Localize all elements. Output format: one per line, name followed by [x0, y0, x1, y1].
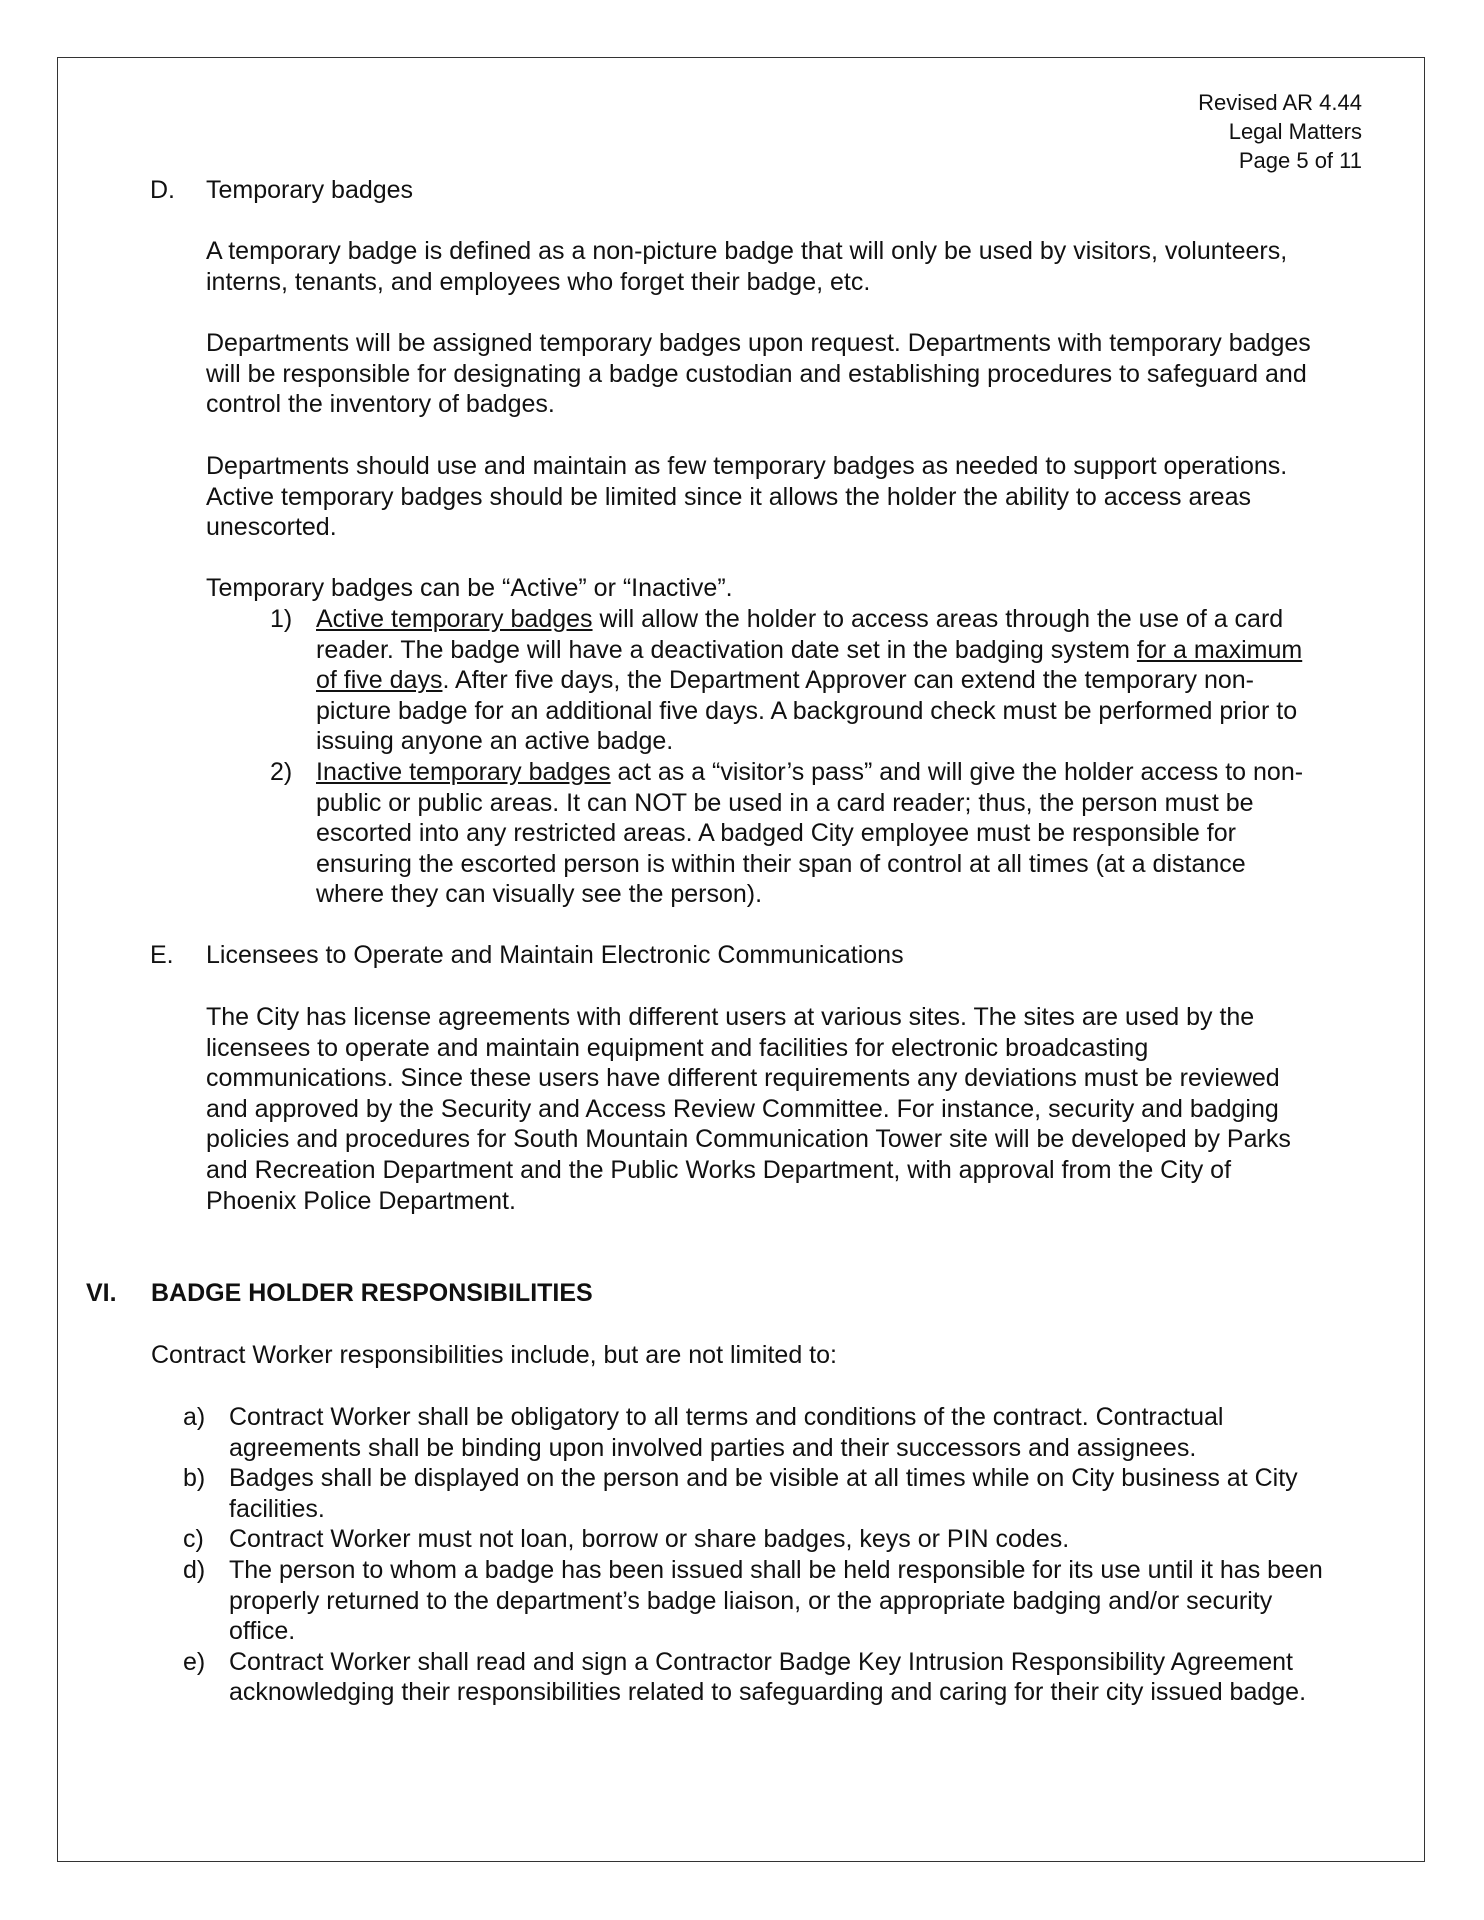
list-item-letter: d) [183, 1555, 206, 1584]
page-header [1198, 88, 1362, 175]
section-e-paragraph: The City has license agreements with different users at various sites. The sites are used by the licensees to operate and maintain equipment and facilities for electronic broadcasting communications. Since these users have different requirements any deviations must be reviewed and approved by the Security and Access Review Committee. For instance, security and badging policies and procedures for South Mountain Communication Tower site will be developed by Parks and Recreation Department and the Public Works Department, with approval from the City of Phoenix Police Department. [206, 1003, 1291, 1215]
section-vi-heading: BADGE HOLDER RESPONSIBILITIES [151, 1279, 593, 1307]
section-vi-intro: Contract Worker responsibilities include, but are not limited to: [151, 1341, 837, 1369]
list-item-text: . After five days, the Department Approver can extend the temporary non-picture badge for an additional five days. A background check must be performed prior to issuing anyone an active badge. [316, 666, 1298, 756]
header-category: Legal Matters [1228, 119, 1362, 144]
list-item-letter: a) [183, 1403, 206, 1431]
list-item [183, 1555, 1323, 1647]
section-d-title: Temporary badges [206, 176, 414, 204]
list-item-term: Inactive temporary badges [316, 757, 611, 786]
list-item [183, 1463, 1323, 1524]
list-item-text: will allow the holder to access areas through the use of a card reader. The badge will have a deactivation date set in the badging system [316, 605, 1284, 664]
section-e-title: Licensees to Operate and Maintain Electronic Communications [206, 941, 904, 969]
list-item-text: Badges shall be displayed on the person and be visible at all times while on City business at City facilities. [229, 1464, 1298, 1523]
list-item-text: The person to whom a badge has been issued shall be held responsible for its use until it has been properly returned to the department’s badge liaison, or the appropriate badging and/or security office. [229, 1555, 1323, 1646]
list-item-text: Contract Worker shall read and sign a Contractor Badge Key Intrusion Responsibility Agreement acknowledging their responsibilities related to safeguarding and caring for their city issued badge. [229, 1647, 1307, 1707]
list-item-number: 2) [270, 757, 293, 786]
list-item-text: act as a “visitor’s pass” and will give the holder access to non-public or public areas. It can NOT be used in a card reader; thus, the person must be escorted into any restricted areas. A badged City employee must be responsible for ensuring the escorted person is within their span of control at all times (at a distance where they can visually see the person). [316, 757, 1304, 909]
list-item-text: Contract Worker shall be obligatory to all terms and conditions of the contract. Contractual agreements shall be binding upon involved parties and their successors and assignees. [229, 1403, 1224, 1462]
header-page-number: Page 5 of 11 [1238, 148, 1362, 173]
responsibilities-list [183, 1402, 1323, 1708]
list-item-text: Contract Worker must not loan, borrow or share badges, keys or PIN codes. [229, 1525, 1070, 1554]
list-item-letter: c) [183, 1525, 204, 1554]
list-item-letter: b) [183, 1464, 206, 1493]
list-item-letter: e) [183, 1647, 206, 1676]
section-d-letter: D. [150, 176, 175, 204]
list-item-number: 1) [270, 605, 293, 633]
list-item [183, 1524, 1323, 1555]
list-item [270, 757, 1320, 910]
list-item [183, 1647, 1323, 1708]
header-doc-id: Revised AR 4.44 [1198, 90, 1362, 115]
list-item-term: Active temporary badges [316, 605, 593, 633]
list-item-emphasis: for a maximum of five days [316, 635, 1303, 695]
section-vi-number: VI. [86, 1279, 117, 1307]
section-d-paragraph-3: Departments should use and maintain as few temporary badges as needed to support operations. Active temporary badges should be limited since it allows the holder the ability to access areas unescorted. [206, 452, 1288, 542]
section-e-letter: E. [150, 941, 174, 969]
section-d-paragraph-4: Temporary badges can be “Active” or “Inactive”. [206, 574, 733, 602]
list-item [270, 604, 1320, 757]
section-d-paragraph-2: Departments will be assigned temporary badges upon request. Departments with temporary badges will be responsible for designating a badge custodian and establishing procedures to safeguard and control the inventory of badges. [206, 329, 1311, 419]
list-item [183, 1402, 1323, 1463]
temporary-badge-types-list [270, 604, 1320, 910]
section-d-paragraph-1: A temporary badge is defined as a non-picture badge that will only be used by visitors, volunteers, interns, tenants, and employees who forget their badge, etc. [206, 237, 1288, 296]
